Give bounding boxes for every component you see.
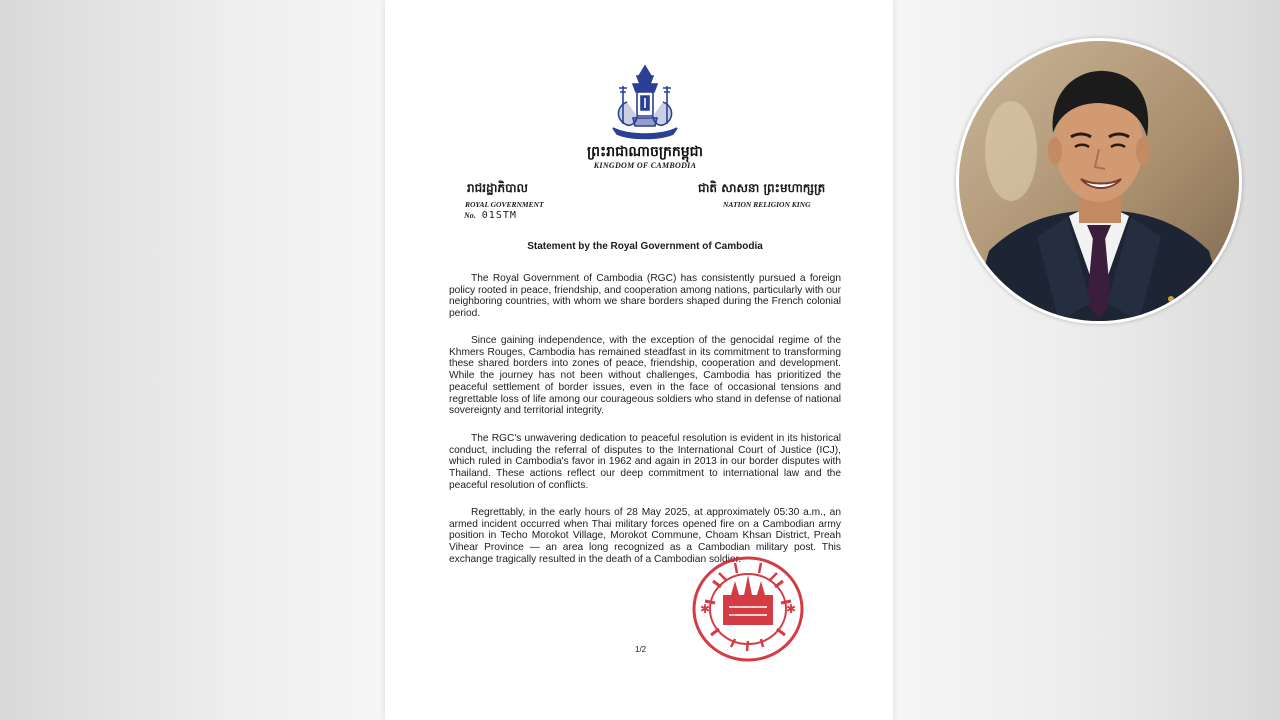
royal-government-english: ROYAL GOVERNMENT <box>465 200 544 209</box>
document-number <box>464 210 517 221</box>
royal-coat-of-arms-icon <box>603 62 687 142</box>
page-indicator: 1/2 <box>635 645 647 654</box>
statement-paragraph-1: The Royal Government of Cambodia (RGC) has consistently pursued a foreign policy rooted in peace, friendship, and cooperation among nations, particularly with our neighboring countries, with whom we share borders shaped during the French colonial period. <box>449 273 841 320</box>
svg-text:✱: ✱ <box>786 602 797 616</box>
kingdom-english-heading: KINGDOM OF CAMBODIA <box>593 161 697 170</box>
svg-text:✱: ✱ <box>700 602 711 616</box>
statement-title: Statement by the Royal Government of Cambodia <box>527 241 763 252</box>
motto-english: NATION RELIGION KING <box>723 200 811 209</box>
motto-khmer: ជាតិ សាសនា ព្រះមហាក្សត្រ <box>698 181 826 195</box>
official-seal-stamp-icon <box>691 555 805 663</box>
portrait-illustration <box>959 41 1239 321</box>
statement-paragraph-4: Regrettably, in the early hours of 28 May 2025, at approximately 05:30 a.m., an armed incident occurred when Thai military forces opened fire on a Cambodian army position in Techo Morokot Village, Morokot Commune, Choam Khsan District, Preah Vihear Province — an area long recognized as a Cambodian military post. This exchange tragically resulted in the death of a Cambodian soldier. <box>449 507 841 565</box>
statement-paragraph-3: The RGC's unwavering dedication to peaceful resolution is evident in its historical conduct, including the referral of disputes to the International Court of Justice (ICJ), which ruled in Cambodia's favor in 1962 and again in 2013 in our border disputes with Thailand. These actions reflect our deep commitment to international law and the peaceful resolution of conflicts. <box>449 433 841 491</box>
background-left-panel <box>0 0 385 720</box>
royal-government-khmer: រាជរដ្ឋាភិបាល <box>467 181 528 195</box>
document-number-label: No. <box>464 211 476 220</box>
document-number-value: 01STM <box>481 210 517 221</box>
statement-paragraph-2: Since gaining independence, with the exception of the genocidal regime of the Khmers Rouges, Cambodia has remained steadfast in its commitment to transforming these shared borders into zones of peace, friendship, cooperation and development. While the journey has not been without challenges, Cambodia has prioritized the peaceful settlement of border issues, even in the face of occasional tensions and regrettable loss of life among our courageous soldiers who stand in defense of national sovereignty and territorial integrity. <box>449 335 841 417</box>
statement-document-page <box>385 0 893 720</box>
kingdom-khmer-heading: ព្រះរាជាណាចក្រកម្ពុជា <box>586 144 703 160</box>
official-portrait-photo <box>956 38 1242 324</box>
